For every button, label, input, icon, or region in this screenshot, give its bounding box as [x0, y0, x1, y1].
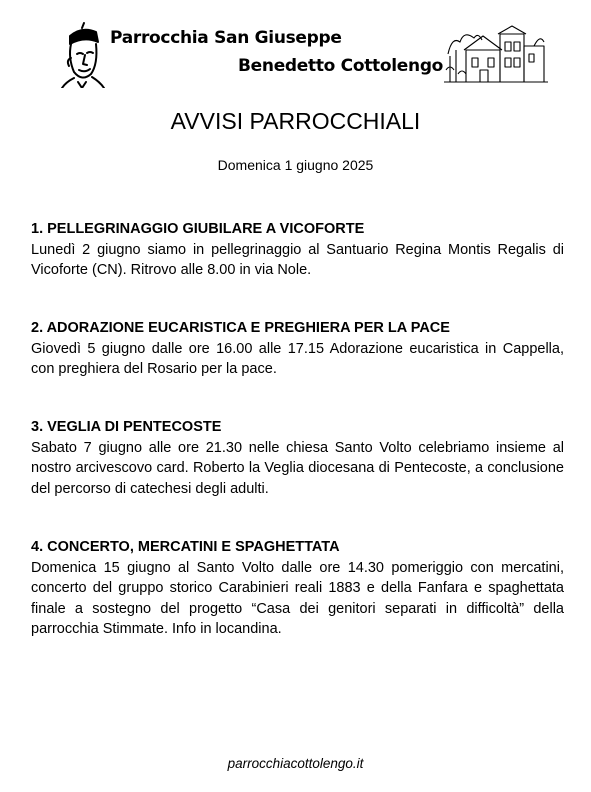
notice-heading: 4. CONCERTO, MERCATINI E SPAGHETTATA	[31, 539, 340, 555]
website-footer: parrocchiacottolengo.it	[227, 756, 364, 771]
page-title: AVVISI PARROCCHIALI	[170, 108, 421, 134]
notice-body: Giovedì 5 giugno dalle ore 16.00 alle 17.15 Adorazione eucaristica in Cappella, con preghiera del Rosario per la pace.	[31, 340, 564, 377]
notice-item	[31, 219, 564, 281]
notice-heading: 2. ADORAZIONE EUCARISTICA E PREGHIERA PER LA PACE	[31, 320, 450, 336]
notice-heading: 1. PELLEGRINAGGIO GIUBILARE A VICOFORTE	[31, 221, 365, 237]
notice-item	[31, 417, 564, 499]
bulletin-date: Domenica 1 giugno 2025	[217, 157, 374, 173]
parish-name-line1: Parrocchia San Giuseppe	[110, 28, 342, 48]
notice-item	[31, 318, 564, 380]
parish-name-line2: Benedetto Cottolengo	[238, 56, 444, 76]
notice-heading: 3. VEGLIA DI PENTECOSTE	[31, 419, 222, 435]
notice-item	[31, 537, 564, 640]
notice-body: Sabato 7 giugno alle ore 21.30 nelle chiesa Santo Volto celebriamo insieme al nostro arcivescovo card. Roberto la Veglia diocesana di Pentecoste, a conclusione del percorso di catechesi degli adulti.	[31, 439, 564, 497]
notice-body: Domenica 15 giugno al Santo Volto dalle ore 14.30 pomeriggio con mercatini, concerto del gruppo storico Carabinieri reali 1883 e della Fanfara e spaghettata finale a sostegno del progetto “Casa dei genitori separati in difficoltà” della parrocchia Stimmate. Info in locandina.	[31, 559, 564, 637]
notice-body: Lunedì 2 giugno siamo in pellegrinaggio al Santuario Regina Montis Regalis di Vicoforte (CN). Ritrovo alle 8.00 in via Nole.	[31, 241, 564, 278]
church-image	[444, 24, 548, 86]
saint-portrait-image	[58, 22, 108, 88]
